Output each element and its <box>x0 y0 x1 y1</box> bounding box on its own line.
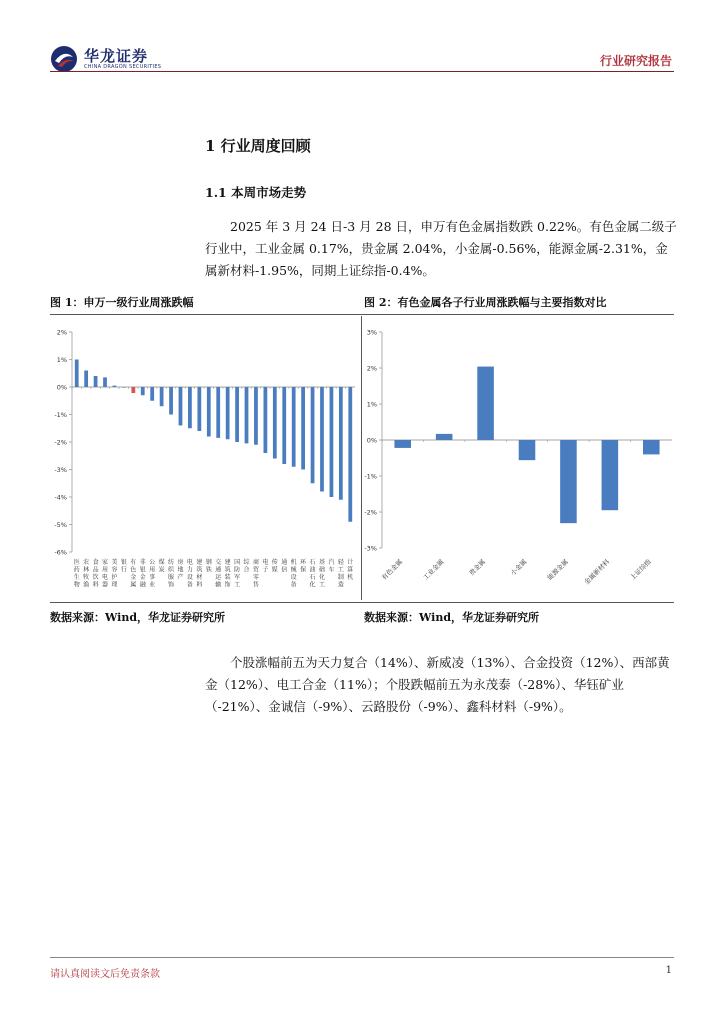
header-divider <box>50 71 674 72</box>
bar <box>339 387 343 500</box>
x-tick-label: 能源金属 <box>545 557 570 582</box>
bar <box>216 387 220 438</box>
y-tick-label: -5% <box>54 521 67 529</box>
logo-text: 华龙证券 <box>84 47 149 65</box>
bar <box>169 387 173 415</box>
bar <box>197 387 201 431</box>
y-tick-label: 0% <box>56 383 67 392</box>
stock-movers-paragraph: 个股涨幅前五为天力复合（14%）、新威凌（13%）、合金投资（12%）、西部黄金（12%）、电工合金（11%）；个股跌幅前五为永茂泰（-28%）、华钰矿业（-21%）、金诚信（-9%）、云路股份（-9%）、鑫科材料（-9%）。 <box>205 655 670 714</box>
x-tick-label: 工业金属 <box>421 557 446 582</box>
x-tick-label: 纺织服饰 <box>168 559 175 589</box>
page-number: 1 <box>665 965 672 976</box>
figure-bottom-rule <box>50 602 674 603</box>
x-tick-label: 石油石化 <box>309 559 316 589</box>
y-tick-label: -1% <box>54 411 67 419</box>
x-tick-label: 房地产 <box>177 559 184 581</box>
y-tick-label: -1% <box>364 472 377 481</box>
bar <box>131 387 135 393</box>
y-tick-label: -2% <box>364 508 377 517</box>
y-tick-label: 1% <box>56 356 67 364</box>
x-tick-label: 汽车 <box>328 559 335 574</box>
x-tick-label: 贵金属 <box>467 557 487 578</box>
x-tick-label: 钢铁 <box>205 559 212 574</box>
bar <box>254 387 258 445</box>
report-type-label: 行业研究报告 <box>599 54 672 68</box>
x-tick-label: 上证综指 <box>628 557 653 582</box>
bar <box>141 387 145 395</box>
x-tick-label: 小金属 <box>508 557 529 578</box>
y-tick-label: -6% <box>54 548 67 557</box>
bar <box>150 387 154 401</box>
x-tick-label: 医药生物 <box>73 559 80 589</box>
x-tick-label: 建筑材料 <box>196 559 203 589</box>
y-tick-label: 1% <box>366 400 377 409</box>
bar <box>226 387 230 439</box>
bar <box>394 440 411 448</box>
bar <box>160 387 164 406</box>
x-tick-label: 公用事业 <box>149 559 156 589</box>
y-tick-label: -3% <box>54 466 67 474</box>
bar <box>292 387 296 467</box>
bar <box>207 387 211 437</box>
bar <box>75 360 79 388</box>
bar <box>103 377 107 387</box>
bar <box>436 434 453 440</box>
x-tick-label: 轻工制造 <box>337 559 344 589</box>
bar <box>643 440 660 454</box>
bar <box>122 387 126 388</box>
x-tick-label: 有色金属 <box>130 559 137 589</box>
y-tick-label: -2% <box>54 438 67 447</box>
disclaimer-note: 请认真阅读文后免责条款 <box>50 969 160 980</box>
x-tick-label: 家用电器 <box>102 559 109 589</box>
x-tick-label: 机械设备 <box>290 559 297 589</box>
bar <box>320 387 324 492</box>
bar <box>301 387 305 470</box>
market-summary-paragraph: 2025 年 3 月 24 日-3 月 28 日，申万有色金属指数跌 0.22%。有色金属二级子行业中，工业金属 0.17%，贵金属 2.04%，小金属-0.56%，能源金属-2.31%，金属新材料-1.95%，同期上证综指-0.4%。 <box>205 219 677 278</box>
figure-2-title: 图 2：有色金属各子行业周涨跌幅与主要指数对比 <box>364 296 607 309</box>
x-tick-label: 环保 <box>300 559 307 574</box>
x-tick-label: 交通运输 <box>215 559 222 589</box>
y-tick-label: 3% <box>366 328 377 337</box>
bar <box>245 387 249 443</box>
x-tick-label: 计算机 <box>347 559 354 581</box>
figure-divider <box>361 316 362 600</box>
bar <box>84 371 88 388</box>
bar <box>179 387 183 426</box>
x-tick-label: 通信 <box>281 559 288 574</box>
subsection-heading: 1.1 本周市场走势 <box>205 185 307 200</box>
bar <box>348 387 352 522</box>
x-tick-label: 电力设备 <box>186 559 193 589</box>
y-tick-label: -3% <box>364 544 377 553</box>
bar <box>519 440 536 460</box>
footer-divider <box>50 957 674 958</box>
bar <box>311 387 315 483</box>
x-tick-label: 国防军工 <box>234 559 241 589</box>
x-tick-label: 商贸零售 <box>252 559 259 589</box>
bar <box>188 387 192 428</box>
industry-weekly-change-chart <box>50 318 358 602</box>
figure-1-title: 图 1：申万一级行业周涨跌幅 <box>50 296 194 309</box>
bar <box>273 387 277 459</box>
x-tick-label: 电子 <box>262 559 269 574</box>
bar <box>113 386 117 387</box>
x-tick-label: 综合 <box>243 559 250 574</box>
y-tick-label: -4% <box>54 493 67 502</box>
nonferrous-subsector-change-chart <box>364 318 676 602</box>
x-tick-label: 食品饮料 <box>92 559 99 589</box>
bar <box>477 367 494 440</box>
x-tick-label: 有色金属 <box>380 557 405 582</box>
bar <box>330 387 334 497</box>
y-tick-label: 2% <box>366 364 377 373</box>
section-heading: 1 行业周度回顾 <box>205 137 311 155</box>
x-tick-label: 农林牧渔 <box>83 559 90 589</box>
x-tick-label: 美容护理 <box>111 559 118 589</box>
company-logo-icon <box>50 45 78 73</box>
y-tick-label: 0% <box>366 436 377 445</box>
x-tick-label: 建筑装饰 <box>224 559 231 589</box>
x-tick-label: 银行 <box>120 559 127 574</box>
logo-subtext: CHINA DRAGON SECURITIES <box>84 64 162 70</box>
x-tick-label: 传媒 <box>271 559 278 574</box>
figure-2-source: 数据来源：Wind，华龙证券研究所 <box>364 611 540 624</box>
y-tick-label: 2% <box>56 328 67 337</box>
bar <box>560 440 577 523</box>
figure-1-source: 数据来源：Wind，华龙证券研究所 <box>50 611 226 624</box>
bar <box>235 387 239 442</box>
bar <box>282 387 286 464</box>
x-tick-label: 非银金融 <box>139 559 146 589</box>
bar <box>94 376 98 387</box>
figure-top-rule <box>50 314 674 315</box>
bar <box>602 440 619 510</box>
x-tick-label: 金属新材料 <box>582 557 612 587</box>
x-tick-label: 基础化工 <box>318 559 325 589</box>
x-tick-label: 煤炭 <box>158 559 165 574</box>
bar <box>263 387 267 453</box>
